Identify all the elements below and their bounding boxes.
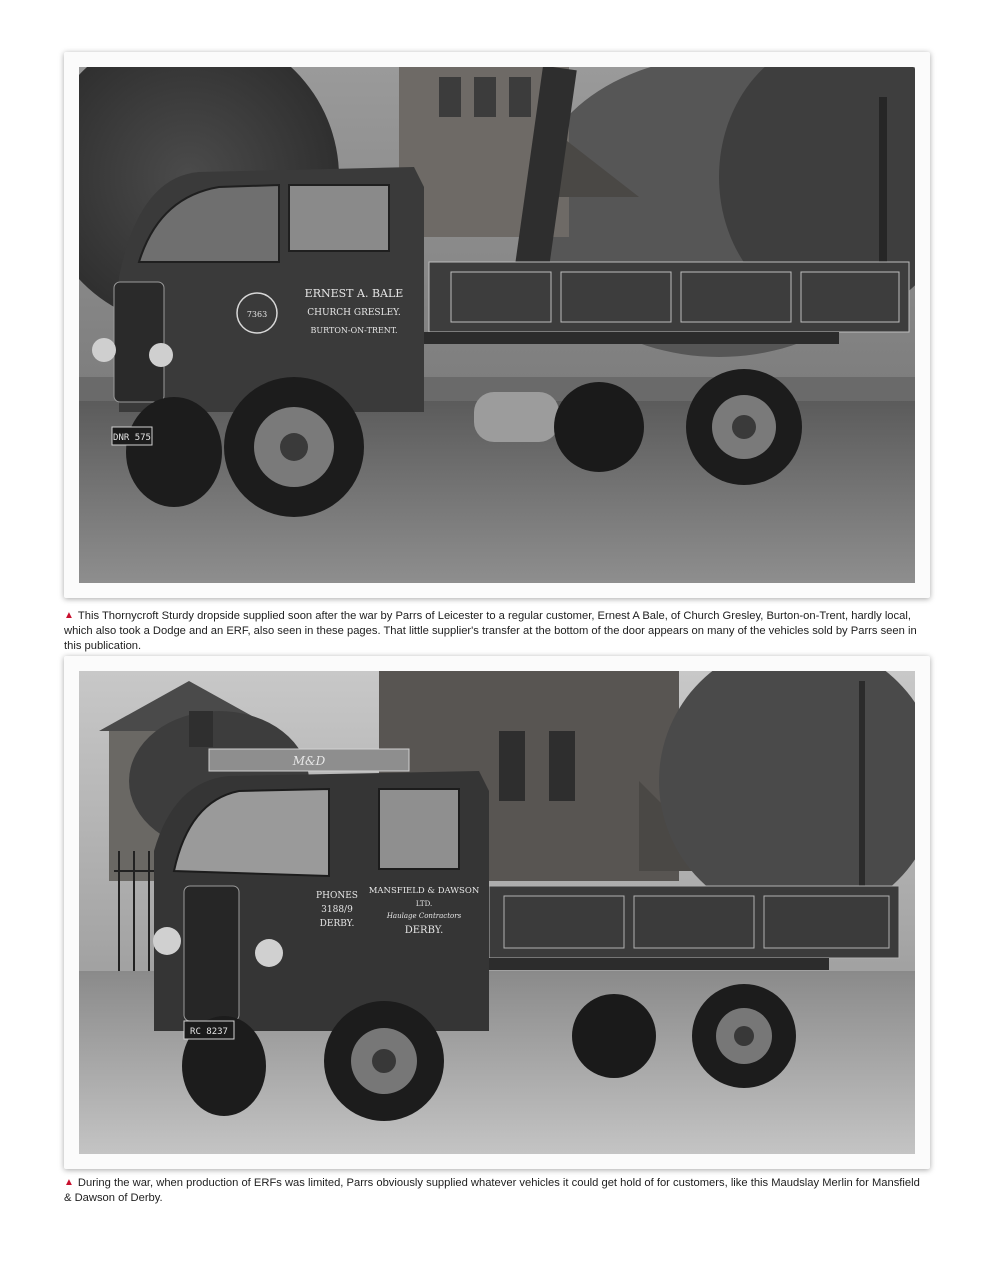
photo-frame-thornycroft	[64, 52, 930, 598]
company-line-2: LTD.	[415, 900, 433, 908]
photo-maudslay-merlin	[79, 671, 915, 1154]
maudslay-photo-illustration	[79, 671, 915, 1154]
phones-line-2: 3188/9	[321, 905, 353, 915]
thornycroft-photo-illustration	[79, 67, 915, 583]
company-line-1: MANSFIELD & DAWSON	[368, 886, 480, 896]
photo-frame-maudslay	[64, 656, 930, 1169]
phones-line-1: PHONES	[316, 891, 358, 901]
lettering-line-1: ERNEST A. BALE	[304, 287, 404, 300]
number-plate: RC 8237	[190, 1027, 228, 1037]
roof-board-lettering: M&D	[292, 754, 326, 768]
photo-thornycroft-sturdy	[79, 67, 915, 583]
up-arrow-icon: ▲	[64, 1177, 74, 1188]
caption-text: During the war, when production of ERFs was limited, Parrs obviously supplied whatever vehicles it could get hold of for customers, like this Maudslay Merlin for Mansfield & Dawson of Derby.	[64, 1177, 920, 1204]
phone-badge-number: 7363	[246, 310, 268, 319]
company-line-4: DERBY.	[404, 925, 444, 936]
number-plate: DNR 575	[113, 433, 151, 443]
lettering-line-2: CHURCH GRESLEY.	[307, 308, 401, 318]
caption-text: This Thornycroft Sturdy dropside supplied soon after the war by Parrs of Leicester to a regular customer, Ernest A Bale, of Church Gresley, Burton-on-Trent, hardly local, which also took a Dodge and an ERF, also seen in these pages. That little supplier's transfer at the bottom of the door appears on many of the vehicles sold by Parrs seen in this publication.	[64, 610, 917, 652]
lettering-line-3: BURTON-ON-TRENT.	[310, 326, 398, 335]
up-arrow-icon: ▲	[64, 610, 74, 621]
phones-line-3: DERBY.	[319, 919, 355, 929]
caption-thornycroft	[64, 609, 930, 654]
company-line-3: Haulage Contractors	[386, 912, 462, 920]
caption-maudslay	[64, 1176, 930, 1206]
